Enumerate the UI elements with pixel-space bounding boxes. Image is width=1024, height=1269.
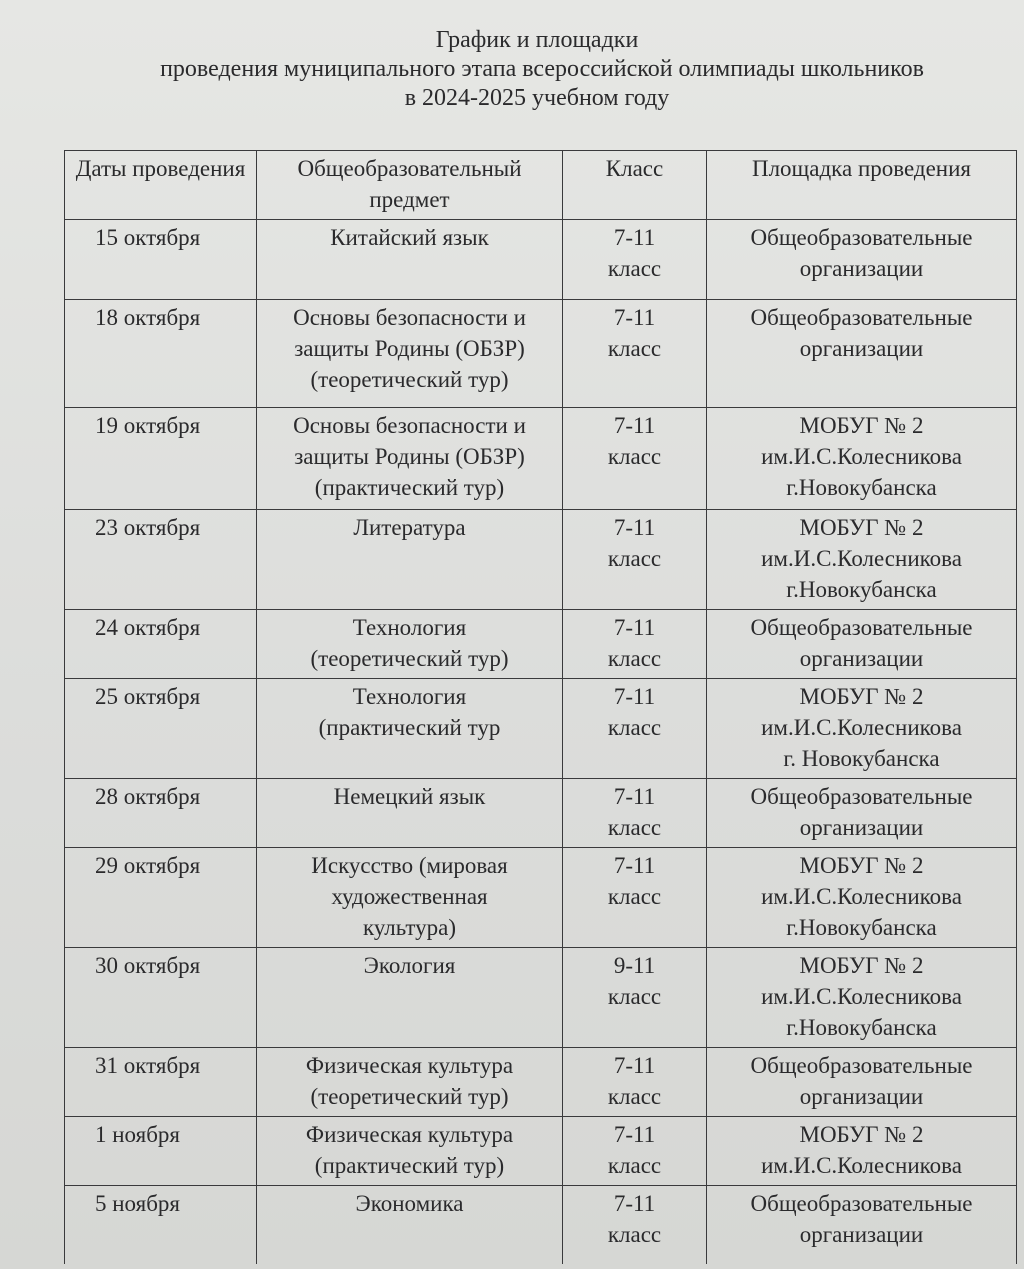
venue-cell-text: г.Новокубанска [786, 577, 937, 602]
grade-cell [563, 610, 707, 679]
table-row [65, 1048, 1017, 1117]
subject-cell [257, 779, 563, 848]
grade-cell-text: класс [607, 336, 662, 361]
venue-cell [707, 1048, 1017, 1117]
subject-cell [257, 220, 563, 300]
venue-cell-text: г. Новокубанска [783, 746, 940, 771]
header-text: проведения [132, 156, 246, 181]
title-line: проведения муниципального этапа всероссийской олимпиады школьников [160, 56, 924, 82]
venue-cell-text: МОБУГ № 2 [799, 413, 924, 438]
subject-cell [257, 300, 563, 408]
grade-cell-text: класс [607, 884, 662, 909]
venue-cell-text: организации [799, 336, 924, 361]
venue-cell-text: Общеобразовательные [750, 784, 973, 809]
venue-cell [707, 1186, 1017, 1264]
subject-cell-text: (практический тур) [314, 475, 505, 500]
venue-cell-text: Общеобразовательные [750, 615, 973, 640]
subject-cell-text: Экология [363, 953, 456, 978]
grade-cell [563, 679, 707, 779]
grade-cell [563, 510, 707, 610]
venue-cell [707, 679, 1017, 779]
venue-cell-text: МОБУГ № 2 [799, 853, 924, 878]
subject-cell-text: культура) [362, 915, 457, 940]
grade-cell [563, 779, 707, 848]
date-cell: 28 октября [65, 779, 257, 848]
grade-cell-text: 7-11 [613, 853, 656, 878]
venue-cell [707, 1117, 1017, 1186]
table-row [65, 300, 1017, 408]
table-row [65, 1186, 1017, 1264]
date-cell: 31 октября [65, 1048, 257, 1117]
grade-cell-text: класс [607, 256, 662, 281]
date-cell: 24 октября [65, 610, 257, 679]
grade-cell-text: 7-11 [613, 305, 656, 330]
grade-cell-text: 7-11 [613, 1191, 656, 1216]
subject-cell [257, 948, 563, 1048]
subject-cell-text: (практический тур) [314, 1153, 505, 1178]
table-row [65, 220, 1017, 300]
venue-cell-text: Общеобразовательные [750, 305, 973, 330]
grade-cell-text: класс [607, 1153, 662, 1178]
subject-cell-text: Искусство (мировая [311, 853, 508, 878]
table-row [65, 679, 1017, 779]
grade-cell-text: 7-11 [613, 1053, 656, 1078]
venue-cell-text: г.Новокубанска [786, 915, 937, 940]
grade-cell-text: класс [607, 984, 662, 1009]
subject-cell-text: Физическая культура [305, 1053, 514, 1078]
grade-cell-text: 9-11 [613, 953, 656, 978]
subject-cell-text: Основы безопасности и [293, 305, 526, 330]
date-cell: 19 октября [65, 408, 257, 510]
subject-cell-text: защиты Родины (ОБЗР) [294, 444, 525, 469]
venue-cell-text: г.Новокубанска [786, 475, 937, 500]
subject-cell [257, 1186, 563, 1264]
grade-cell-text: 7-11 [613, 615, 656, 640]
grade-cell [563, 948, 707, 1048]
venue-cell-text: им.И.С.Колесникова [761, 444, 962, 469]
table-body [65, 220, 1017, 1264]
venue-cell [707, 408, 1017, 510]
grade-cell [563, 1186, 707, 1264]
subject-cell-text: защиты Родины (ОБЗР) [294, 336, 525, 361]
venue-cell-text: им.И.С.Колесникова [761, 1153, 962, 1178]
venue-cell-text: Общеобразовательные [750, 1053, 973, 1078]
venue-cell [707, 848, 1017, 948]
grade-cell [563, 1048, 707, 1117]
subject-cell-text: Основы безопасности и [293, 413, 526, 438]
venue-cell [707, 300, 1017, 408]
subject-cell [257, 848, 563, 948]
subject-cell-text: (теоретический тур) [310, 367, 509, 392]
date-cell: 29 октября [65, 848, 257, 948]
subject-cell [257, 1048, 563, 1117]
venue-cell [707, 948, 1017, 1048]
table-row [65, 848, 1017, 948]
venue-cell-text: Общеобразовательные [750, 225, 973, 250]
table-row [65, 1117, 1017, 1186]
venue-cell-text: МОБУГ № 2 [799, 953, 924, 978]
subject-cell-text: Экономика [355, 1191, 464, 1216]
title-line: в 2024-2025 учебном году [404, 85, 670, 111]
date-cell: 15 октября [65, 220, 257, 300]
grade-cell-text: класс [607, 646, 662, 671]
subject-cell [257, 679, 563, 779]
venue-cell-text: им.И.С.Колесникова [761, 546, 962, 571]
subject-cell-text: Физическая культура [305, 1122, 514, 1147]
header-text: Общеобразовательный [297, 156, 522, 181]
grade-cell [563, 1117, 707, 1186]
subject-cell [257, 510, 563, 610]
grade-cell-text: 7-11 [613, 225, 656, 250]
date-cell: 23 октября [65, 510, 257, 610]
grade-cell-text: класс [607, 715, 662, 740]
venue-cell-text: организации [799, 646, 924, 671]
subject-cell-text: художественная [331, 884, 488, 909]
header-grade [563, 151, 707, 220]
table-row [65, 510, 1017, 610]
table-row [65, 779, 1017, 848]
venue-cell-text: организации [799, 1084, 924, 1109]
venue-cell [707, 779, 1017, 848]
grade-cell-text: 7-11 [613, 1122, 656, 1147]
subject-cell [257, 1117, 563, 1186]
subject-cell [257, 408, 563, 510]
venue-cell-text: им.И.С.Колесникова [761, 715, 962, 740]
grade-cell-text: 7-11 [613, 684, 656, 709]
subject-cell-text: Китайский язык [330, 225, 489, 250]
grade-cell-text: класс [607, 546, 662, 571]
venue-cell [707, 220, 1017, 300]
subject-cell [257, 610, 563, 679]
venue-cell-text: МОБУГ № 2 [799, 1122, 924, 1147]
venue-cell [707, 510, 1017, 610]
subject-cell-text: Технология [352, 615, 467, 640]
venue-cell-text: им.И.С.Колесникова [761, 984, 962, 1009]
grade-cell-text: класс [607, 815, 662, 840]
table-row [65, 948, 1017, 1048]
venue-cell-text: МОБУГ № 2 [799, 515, 924, 540]
grade-cell [563, 408, 707, 510]
grade-cell-text: класс [607, 1084, 662, 1109]
subject-cell-text: Технология [352, 684, 467, 709]
venue-cell-text: г.Новокубанска [786, 1015, 937, 1040]
grade-cell-text: 7-11 [613, 413, 656, 438]
header-venue [707, 151, 1017, 220]
grade-cell-text: 7-11 [613, 784, 656, 809]
header-text: Класс [605, 156, 664, 181]
document-title [0, 26, 1024, 113]
header-text: Площадка проведения [751, 156, 972, 181]
grade-cell [563, 848, 707, 948]
header-text: Даты [75, 156, 127, 181]
header-subject [257, 151, 563, 220]
header-text: предмет [369, 187, 450, 212]
venue-cell-text: Общеобразовательные [750, 1191, 973, 1216]
subject-cell-text: (теоретический тур) [310, 1084, 509, 1109]
subject-cell-text: (практический тур [318, 715, 501, 740]
grade-cell [563, 300, 707, 408]
grade-cell-text: класс [607, 444, 662, 469]
venue-cell-text: МОБУГ № 2 [799, 684, 924, 709]
subject-cell-text: (теоретический тур) [310, 646, 509, 671]
table-header-row [65, 151, 1017, 220]
table-row [65, 408, 1017, 510]
venue-cell-text: организации [799, 256, 924, 281]
date-cell: 18 октября [65, 300, 257, 408]
header-dates [65, 151, 257, 220]
venue-cell [707, 610, 1017, 679]
date-cell: 25 октября [65, 679, 257, 779]
table-row [65, 610, 1017, 679]
venue-cell-text: им.И.С.Колесникова [761, 884, 962, 909]
date-cell: 30 октября [65, 948, 257, 1048]
grade-cell-text: 7-11 [613, 515, 656, 540]
venue-cell-text: организации [799, 815, 924, 840]
grade-cell-text: класс [607, 1222, 662, 1247]
date-cell: 1 ноября [65, 1117, 257, 1186]
subject-cell-text: Немецкий язык [333, 784, 486, 809]
subject-cell-text: Литература [353, 515, 466, 540]
schedule-table [64, 150, 1017, 1264]
grade-cell [563, 220, 707, 300]
date-cell: 5 ноября [65, 1186, 257, 1264]
title-line: График и площадки [435, 27, 639, 53]
venue-cell-text: организации [799, 1222, 924, 1247]
